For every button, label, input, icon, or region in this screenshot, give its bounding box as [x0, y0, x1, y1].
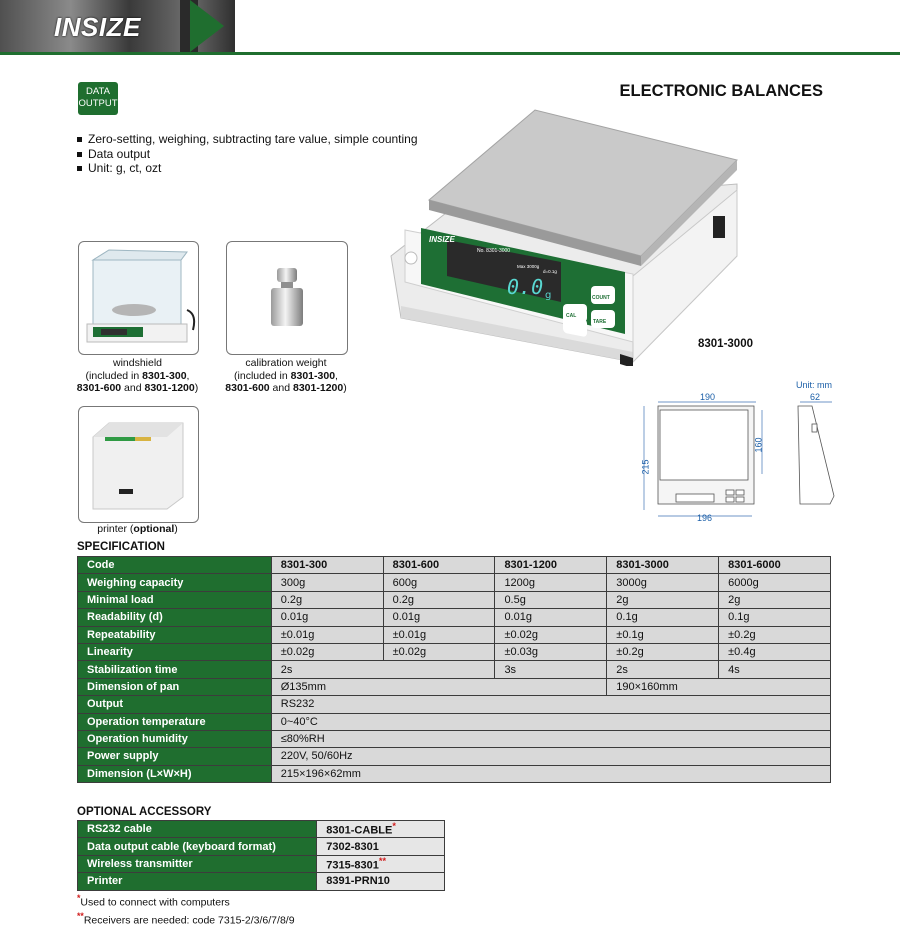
- spec-title: SPECIFICATION: [77, 541, 165, 553]
- feature-item: Zero-setting, weighing, subtracting tare value, simple counting: [76, 132, 418, 147]
- accessory-code: 8301-CABLE: [326, 825, 393, 838]
- table-row: [78, 821, 445, 838]
- windshield-name: windshield: [112, 357, 163, 369]
- table-cell: 0.2g: [271, 591, 383, 608]
- table-cell: 0.01g: [495, 609, 607, 626]
- table-cell: 6000g: [719, 574, 831, 591]
- key-cal: CAL: [566, 313, 577, 319]
- dim-top-width: 190: [700, 392, 716, 402]
- product-model-label: 8301-3000: [698, 338, 753, 350]
- table-cell: 2s: [607, 661, 719, 678]
- windshield-image: [78, 241, 199, 355]
- calibration-name: calibration weight: [245, 357, 327, 369]
- footnote-text: Receivers are needed: code 7315-2/3/6/7/8/9: [83, 914, 295, 927]
- table-row: [78, 838, 445, 855]
- row-label: Stabilization time: [78, 661, 272, 678]
- data-output-badge: [78, 82, 118, 115]
- table-cell: 0.01g: [271, 609, 383, 626]
- table-cell: RS232: [271, 696, 830, 713]
- caption-model: 8301-300: [142, 369, 187, 382]
- table-row: [78, 591, 831, 608]
- accessory-code: 7302-8301: [326, 840, 379, 853]
- table-cell: ±0.03g: [495, 643, 607, 660]
- table-cell: 4s: [719, 661, 831, 678]
- table-row: [78, 574, 831, 591]
- table-cell: Ø135mm: [271, 678, 607, 695]
- balance-product-image: [385, 106, 745, 366]
- page-header: [0, 0, 900, 56]
- table-cell: 1200g: [495, 574, 607, 591]
- footnote-mark: *: [392, 821, 396, 832]
- row-label: Output: [78, 696, 272, 713]
- table-cell: 0.1g: [719, 609, 831, 626]
- table-cell: ±0.02g: [383, 643, 495, 660]
- calibration-caption: [216, 357, 356, 395]
- footnote-mark: **: [378, 856, 387, 867]
- table-row: [78, 557, 831, 574]
- brand-logo: INSIZE: [54, 12, 141, 42]
- windshield-caption: [66, 357, 209, 395]
- caption-text: ,: [186, 369, 190, 382]
- table-cell: 3000g: [607, 574, 719, 591]
- caption-text: (included in: [234, 369, 291, 382]
- table-cell: 215×196×62mm: [271, 765, 830, 782]
- page-title: ELECTRONIC BALANCES: [619, 82, 823, 100]
- table-row: [78, 643, 831, 660]
- table-cell: 190×160mm: [607, 678, 831, 695]
- row-label: RS232 cable: [78, 821, 317, 838]
- footnote-mark: *: [77, 893, 81, 903]
- row-label: Minimal load: [78, 591, 272, 608]
- table-row: [78, 730, 831, 747]
- footnote-mark: **: [77, 911, 84, 921]
- table-cell: ±0.02g: [271, 643, 383, 660]
- table-cell: 8301-600: [383, 557, 495, 574]
- row-label: Wireless transmitter: [78, 855, 317, 872]
- footnote-2: [77, 911, 295, 927]
- caption-model: 8301-300: [290, 369, 336, 382]
- key-tare: TARE: [593, 319, 607, 325]
- feature-item: Data output: [76, 147, 418, 162]
- table-row: [78, 678, 831, 695]
- row-label: Code: [78, 557, 272, 574]
- caption-text: and: [121, 382, 145, 394]
- table-cell: [317, 855, 445, 872]
- caption-text: ): [194, 382, 199, 394]
- table-cell: 3s: [495, 661, 607, 678]
- printer-image: [78, 406, 199, 523]
- printer-caption: [66, 523, 209, 536]
- row-label: Operation humidity: [78, 730, 272, 747]
- optional-table: [77, 820, 445, 891]
- table-row: [78, 713, 831, 730]
- feature-list: [76, 132, 418, 176]
- table-cell: 0.01g: [383, 609, 495, 626]
- footnote-text: Used to connect with computers: [80, 896, 230, 909]
- table-cell: 0.1g: [607, 609, 719, 626]
- table-row: [78, 855, 445, 872]
- table-cell: 2g: [719, 591, 831, 608]
- spec-table: [77, 556, 831, 783]
- dim-bottom-width: 196: [697, 513, 713, 523]
- table-row: [78, 661, 831, 678]
- table-cell: 0~40°C: [271, 713, 830, 730]
- caption-text: ): [174, 523, 178, 535]
- table-cell: ≤80%RH: [271, 730, 830, 747]
- table-cell: 600g: [383, 574, 495, 591]
- panel-reading: 0.0: [507, 275, 544, 299]
- table-cell: ±0.4g: [719, 643, 831, 660]
- dim-height-right: 160: [753, 437, 764, 453]
- footnote-1: [77, 893, 230, 909]
- table-cell: ±0.02g: [495, 626, 607, 643]
- caption-model: 8301-600: [76, 382, 122, 394]
- caption-text: (included in: [85, 369, 143, 382]
- calibration-weight-image: [226, 241, 348, 355]
- table-row: [78, 765, 831, 782]
- row-label: Data output cable (keyboard format): [78, 838, 317, 855]
- table-cell: 8301-3000: [607, 557, 719, 574]
- row-label: Power supply: [78, 748, 272, 765]
- table-cell: 8301-1200: [495, 557, 607, 574]
- panel-brand: INSIZE: [429, 235, 455, 244]
- caption-text: ,: [335, 369, 338, 382]
- caption-text: printer (: [97, 523, 134, 535]
- row-label: Readability (d): [78, 609, 272, 626]
- caption-optional: optional: [133, 523, 175, 535]
- table-row: [78, 696, 831, 713]
- table-cell: [317, 873, 445, 890]
- table-row: [78, 748, 831, 765]
- table-cell: ±0.1g: [607, 626, 719, 643]
- table-cell: 0.5g: [495, 591, 607, 608]
- table-row: [78, 609, 831, 626]
- table-cell: ±0.2g: [719, 626, 831, 643]
- row-label: Printer: [78, 873, 317, 890]
- caption-text: ): [343, 382, 347, 394]
- header-chevron: [190, 0, 224, 52]
- table-cell: 0.2g: [383, 591, 495, 608]
- key-count: COUNT: [592, 295, 610, 301]
- dim-side-depth: 62: [810, 392, 821, 402]
- accessory-code: 8391-PRN10: [326, 875, 390, 888]
- panel-unit: g: [545, 290, 552, 301]
- dim-height-left: 215: [640, 459, 651, 475]
- table-cell: 220V, 50/60Hz: [271, 748, 830, 765]
- row-label: Weighing capacity: [78, 574, 272, 591]
- unit-label: Unit: mm: [796, 380, 832, 390]
- table-cell: 2g: [607, 591, 719, 608]
- table-cell: [317, 838, 445, 855]
- table-row: [78, 626, 831, 643]
- row-label: Repeatability: [78, 626, 272, 643]
- panel-d: d=0.1g: [543, 269, 557, 274]
- table-cell: [317, 821, 445, 838]
- caption-text: and: [269, 382, 293, 394]
- header-rule: [0, 52, 900, 55]
- caption-model: 8301-600: [225, 382, 270, 394]
- table-cell: 8301-6000: [719, 557, 831, 574]
- table-cell: 300g: [271, 574, 383, 591]
- row-label: Operation temperature: [78, 713, 272, 730]
- table-cell: ±0.01g: [271, 626, 383, 643]
- row-label: Linearity: [78, 643, 272, 660]
- accessory-code: 7315-8301: [326, 859, 379, 872]
- caption-model: 8301-1200: [144, 382, 195, 394]
- row-label: Dimension of pan: [78, 678, 272, 695]
- badge-line2: OUTPUT: [78, 98, 118, 109]
- table-row: [78, 873, 445, 890]
- table-cell: 8301-300: [271, 557, 383, 574]
- row-label: Dimension (L×W×H): [78, 765, 272, 782]
- panel-max: Max 3000g: [517, 264, 540, 269]
- panel-model: No. 8301-3000: [477, 248, 511, 254]
- optional-title: OPTIONAL ACCESSORY: [77, 806, 212, 818]
- table-cell: ±0.01g: [383, 626, 495, 643]
- feature-item: Unit: g, ct, ozt: [76, 161, 418, 176]
- caption-model: 8301-1200: [293, 382, 344, 394]
- table-cell: ±0.2g: [607, 643, 719, 660]
- table-cell: 2s: [271, 661, 495, 678]
- dimension-drawing: [636, 392, 836, 528]
- badge-line1: DATA: [86, 86, 110, 97]
